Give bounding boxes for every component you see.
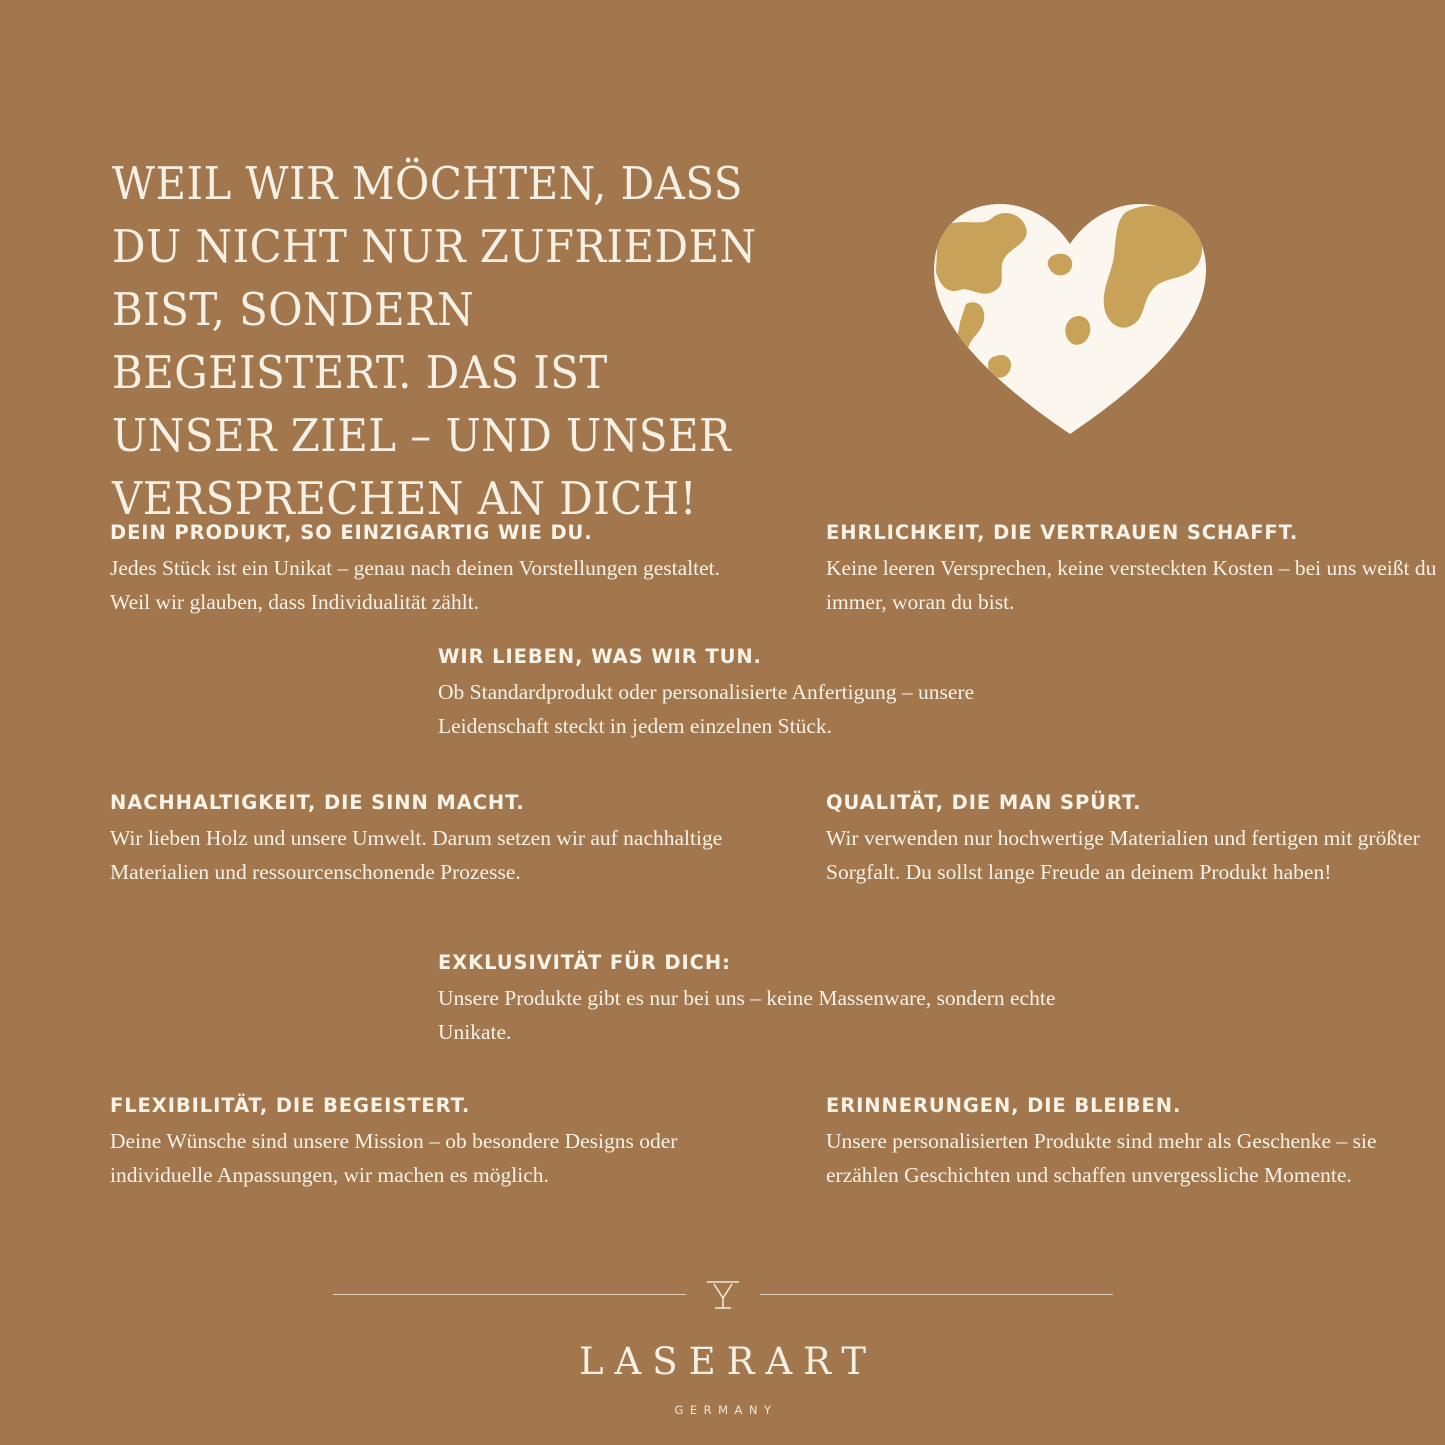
value-block-title: ERINNERUNGEN, DIE BLEIBEN. (826, 1094, 1182, 1117)
value-block-title: NACHHALTIGKEIT, DIE SINN MACHT. (110, 791, 525, 814)
brand-subtitle: GERMANY (674, 1403, 778, 1417)
cocktail-glass-icon (686, 1270, 760, 1318)
heart-world-map-icon (930, 198, 1210, 438)
divider-left (333, 1294, 686, 1295)
value-block-body: Unsere personalisierten Produkte sind mehr als Geschenke – sie erzählen Geschichten und schaffen unvergessliche Momente. (826, 1129, 1377, 1187)
value-block-flexibilitaet (110, 1094, 750, 1193)
value-block-dein-produkt (110, 521, 750, 620)
value-block-title: QUALITÄT, DIE MAN SPÜRT. (826, 791, 1142, 814)
value-block-body: Wir lieben Holz und unsere Umwelt. Darum setzen wir auf nachhaltige Materialien und ressourcenschonende Prozesse. (110, 826, 723, 884)
brand-name: LASERART (578, 1340, 878, 1383)
value-block-erinnerungen (826, 1094, 1445, 1193)
page-title: WEIL WIR MÖCHTEN, DASS DU NICHT NUR ZUFRIEDEN BIST, SONDERN BEGEISTERT. DAS IST UNSER ZIEL – UND UNSER VERSPRECHEN AN DICH! (112, 157, 757, 525)
value-block-exklusivitaet (438, 951, 1078, 1050)
value-block-title: EHRLICHKEIT, DIE VERTRAUEN SCHAFFT. (826, 521, 1299, 544)
value-block-title: DEIN PRODUKT, SO EINZIGARTIG WIE DU. (110, 521, 593, 544)
value-block-title: WIR LIEBEN, WAS WIR TUN. (438, 645, 762, 668)
value-block-body: Keine leeren Versprechen, keine versteckten Kosten – bei uns weißt du immer, woran du bist. (826, 556, 1437, 614)
footer-logo (0, 1270, 1445, 1417)
value-block-nachhaltigkeit (110, 791, 750, 890)
value-block-title: EXKLUSIVITÄT FÜR DICH: (438, 951, 731, 974)
value-block-body: Jedes Stück ist ein Unikat – genau nach deinen Vorstellungen gestaltet. Weil wir glauben, dass Individualität zählt. (110, 556, 721, 614)
divider-right (760, 1294, 1113, 1295)
value-block-body: Unsere Produkte gibt es nur bei uns – keine Massenware, sondern echte Unikate. (438, 986, 1056, 1044)
value-block-title: FLEXIBILITÄT, DIE BEGEISTERT. (110, 1094, 471, 1117)
value-block-ehrlichkeit (826, 521, 1445, 620)
value-block-body: Deine Wünsche sind unsere Mission – ob besondere Designs oder individuelle Anpassungen, wir machen es möglich. (110, 1129, 678, 1187)
value-block-body: Ob Standardprodukt oder personalisierte Anfertigung – unsere Leidenschaft steckt in jedem einzelnen Stück. (438, 680, 975, 738)
footer-divider (333, 1270, 1113, 1318)
value-block-wir-lieben (438, 645, 1078, 744)
value-block-qualitaet (826, 791, 1445, 890)
value-block-body: Wir verwenden nur hochwertige Materialien und fertigen mit größter Sorgfalt. Du sollst lange Freude an deinem Produkt haben! (826, 826, 1420, 884)
